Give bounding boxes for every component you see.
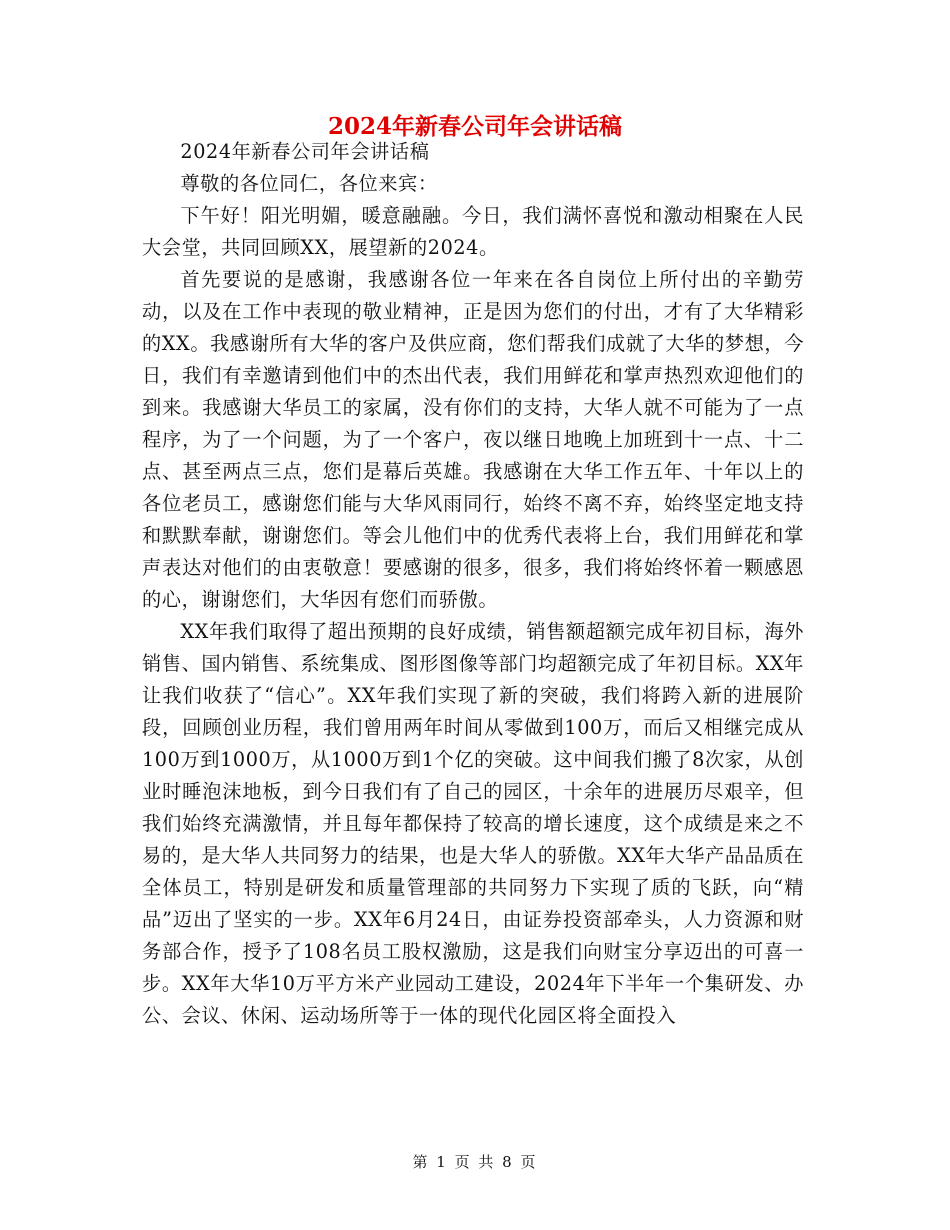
thanks-paragraph: 首先要说的是感谢，我感谢各位一年来在各自岗位上所付出的辛勤劳动，以及在工作中表现的敬业精神，正是因为您们的付出，才有了大华精彩的XX。我感谢所有大华的客户及供应商，您们帮我们成就了大华的梦想，今日，我们有幸邀请到他们中的杰出代表，我们用鲜花和掌声热烈欢迎他们的到来。我感谢大华员工的家属，没有你们的支持，大华人就不可能为了一点程序，为了一个问题，为了一个客户，夜以继日地晚上加班到十一点、十二点、甚至两点三点，您们是幕后英雄。我感谢在大华工作五年、十年以上的各位老员工，感谢您们能与大华风雨同行，始终不离不弃，始终坚定地支持和默默奉献，谢谢您们。等会儿他们中的优秀代表将上台，我们用鲜花和掌声表达对他们的由衷敬意！要感谢的很多，很多，我们将始终怀着一颗感恩的心，谢谢您们，大华因有您们而骄傲。: [142, 268, 804, 611]
subtitle-paragraph: 2024年新春公司年会讲话稿: [180, 140, 430, 163]
salutation-paragraph: 尊敬的各位同仁，各位来宾：: [180, 172, 438, 195]
document-body: [142, 136, 804, 1032]
achievements-paragraph: XX年我们取得了超出预期的良好成绩，销售额超额完成年初目标，海外销售、国内销售、系统集成、图形图像等部门均超额完成了年初目标。XX年让我们收获了“信心”。XX年我们实现了新的突破，我们将跨入新的进展阶段，回顾创业历程，我们曾用两年时间从零做到100万，而后又相继完成从100万到1000万，从1000万到1个亿的突破。这中间我们搬了8次家，从创业时睡泡沫地板，到今日我们有了自己的园区，十余年的进展历尽艰辛，但我们始终充满激情，并且每年都保持了较高的增长速度，这个成绩是来之不易的，是大华人共同努力的结果，也是大华人的骄傲。XX年大华产品品质在全体员工，特别是研发和质量管理部的共同努力下实现了质的飞跃，向“精品”迈出了坚实的一步。XX年6月24日，由证券投资部牵头，人力资源和财务部合作，授予了108名员工股权激励，这是我们向财宝分享迈出的可喜一步。XX年大华10万平方米产业园动工建设，2024年下半年一个集研发、办公、会议、休闲、运动场所等于一体的现代化园区将全面投入: [142, 620, 804, 1027]
greeting-paragraph: 下午好！阳光明媚，暖意融融。今日，我们满怀喜悦和激动相聚在人民大会堂，共同回顾XX，展望新的2024。: [142, 204, 804, 259]
document-title: 2024年新春公司年会讲话稿: [327, 113, 622, 140]
page-number-footer: 第 1 页 共 8 页: [412, 1153, 538, 1171]
